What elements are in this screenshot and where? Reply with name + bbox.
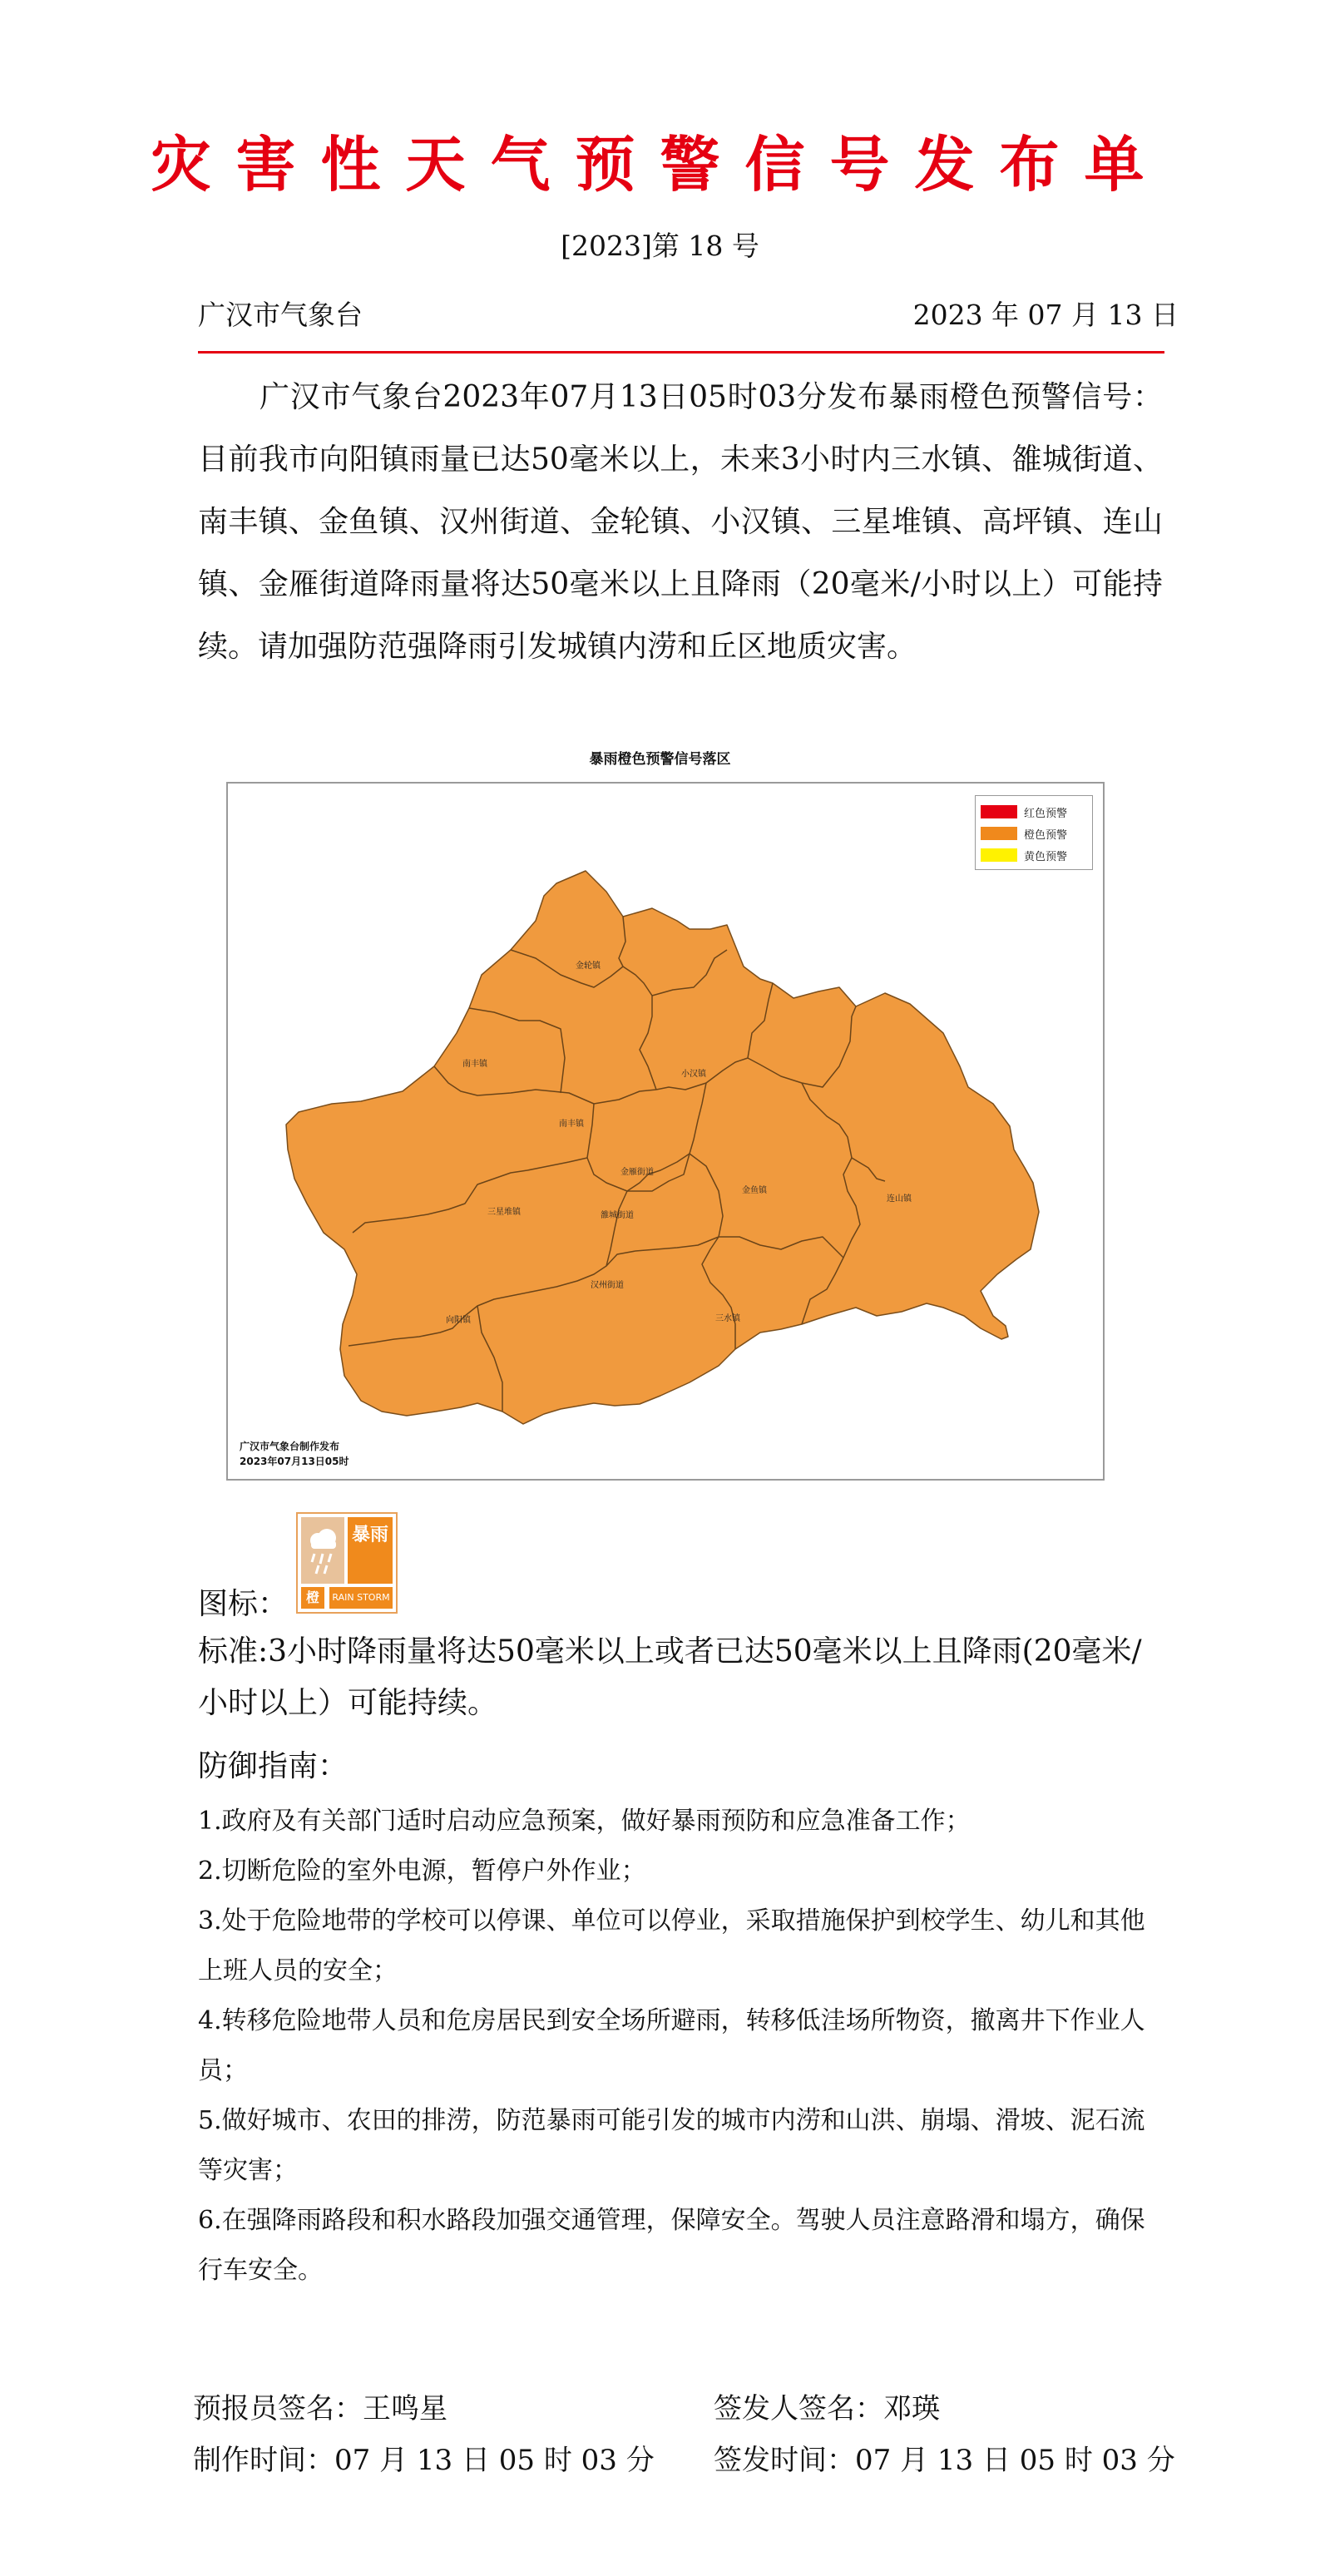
issue-time-value: 07 月 13 日 05 时 03 分 — [855, 2444, 1175, 2477]
guide-item: 4.转移危险地带人员和危房居民到安全场所避雨，转移低洼场所物资，撤离井下作业人员； — [198, 2006, 1145, 2085]
legend-item-orange — [981, 823, 1087, 844]
region-label-xiaohan: 小汉镇 — [681, 1070, 706, 1079]
make-time-label: 制作时间： — [193, 2444, 334, 2477]
region-label-sanshui: 三水镇 — [715, 1314, 740, 1323]
make-time — [193, 2437, 655, 2478]
forecaster-signature — [193, 2386, 447, 2426]
region-label-lianshan: 连山镇 — [887, 1194, 912, 1204]
region-label-jinyan: 金雁街道 — [620, 1168, 654, 1177]
legend-label: 红色预警 — [1024, 807, 1068, 820]
document-number: [2023]第 18 号 — [561, 230, 759, 262]
issuer-name: 广汉市气象台 — [198, 299, 363, 331]
map-footer-time: 2023年07月13日05时 — [240, 1456, 349, 1467]
region-label-jinlun: 金轮镇 — [576, 962, 601, 971]
legend-item-red — [981, 801, 1087, 823]
rain-cloud-icon — [301, 1517, 344, 1584]
region-label-nanfeng2: 南丰镇 — [559, 1120, 584, 1129]
legend-item-yellow — [981, 844, 1087, 866]
map-caption: 暴雨橙色预警信号落区 — [589, 751, 731, 768]
forecaster-label: 预报员签名： — [193, 2392, 363, 2425]
guide-item: 6.在强降雨路段和积水路段加强交通管理，保障安全。驾驶人员注意路滑和塌方，确保行车安全。 — [198, 2206, 1145, 2285]
region-label-xiangyang: 向阳镇 — [446, 1316, 471, 1325]
defense-guide-list — [198, 1797, 1163, 2296]
guide-item: 2.切断危险的室外电源，暂停户外作业； — [198, 1857, 646, 1886]
guide-item: 5.做好城市、农田的排涝，防范暴雨可能引发的城市内涝和山洪、崩塌、滑坡、泥石流等灾害； — [198, 2106, 1145, 2185]
issue-date: 2023 年 07 月 13 日 — [912, 299, 1179, 331]
map-footer — [240, 1439, 349, 1469]
legend-swatch-yellow — [981, 848, 1017, 862]
legend-label: 黄色预警 — [1024, 850, 1068, 863]
warning-body-text: 广汉市气象台2023年07月13日05时03分发布暴雨橙色预警信号：目前我市向阳镇雨量已达50毫米以上，未来3小时内三水镇、雒城街道、南丰镇、金鱼镇、汉州街道、金轮镇、小汉镇、三星堆镇、高坪镇、连山镇、金雁街道降雨量将达50毫米以上且降雨（20毫米/小时以上）可能持续。请加强防范强降雨引发城镇内涝和丘区地质灾害。 — [198, 380, 1163, 664]
issuer-signer-name: 邓瑛 — [883, 2392, 940, 2425]
issuer-signature — [714, 2386, 940, 2426]
territory-outline — [286, 871, 1039, 1424]
legend-swatch-orange — [981, 827, 1017, 840]
sign-level: 橙 — [301, 1587, 324, 1609]
region-label-jinyu: 金鱼镇 — [742, 1186, 767, 1195]
region-label-nanfeng: 南丰镇 — [462, 1060, 487, 1069]
warning-standard: 标准:3小时降雨量将达50毫米以上或者已达50毫米以上且降雨(20毫米/小时以上）可能持续。 — [198, 1634, 1142, 1720]
issue-time-label: 签发时间： — [714, 2444, 855, 2477]
issue-time — [714, 2437, 1175, 2478]
document-title: 灾害性天气预警信号发布单 — [151, 130, 1169, 200]
map-footer-producer: 广汉市气象台制作发布 — [240, 1441, 340, 1452]
issuer-label: 签发人签名： — [714, 2392, 883, 2425]
forecaster-name: 王鸣星 — [363, 2392, 447, 2425]
header-divider — [198, 351, 1164, 354]
legend-swatch-red — [981, 805, 1017, 818]
rainstorm-orange-icon — [296, 1512, 398, 1614]
map-legend — [975, 795, 1093, 870]
region-label-hanzhou: 汉州街道 — [591, 1281, 624, 1290]
region-label-sanxingdui: 三星堆镇 — [487, 1208, 521, 1217]
make-time-value: 07 月 13 日 05 时 03 分 — [334, 2444, 655, 2477]
region-label-luocheng: 雒城街道 — [601, 1211, 634, 1220]
warning-map — [226, 782, 1105, 1481]
guide-item: 1.政府及有关部门适时启动应急预案，做好暴雨预防和应急准备工作； — [198, 1807, 971, 1836]
legend-label: 橙色预警 — [1024, 828, 1068, 842]
sign-english: RAIN STORM — [329, 1587, 393, 1609]
guide-title: 防御指南： — [198, 1749, 349, 1783]
sign-title: 暴雨 — [348, 1517, 393, 1584]
icon-label: 图标： — [198, 1587, 289, 1621]
guide-item: 3.处于危险地带的学校可以停课、单位可以停业，采取措施保护到校学生、幼儿和其他上班人员的安全； — [198, 1906, 1145, 1985]
map-svg — [228, 784, 1103, 1479]
